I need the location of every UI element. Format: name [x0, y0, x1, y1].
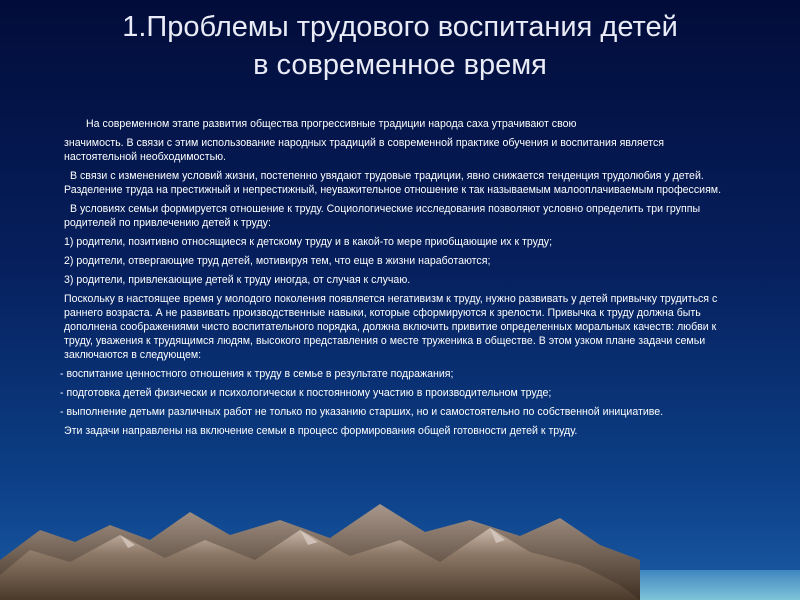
list-item-group-1: 1) родители, позитивно относящиеся к детскому труду и в какой-то мере приобщающие их к труду;	[64, 236, 553, 248]
list-item-task-3: - выполнение детьми различных работ не только по указанию старших, но и самостоятельно по собственной инициативе.	[60, 406, 664, 418]
paragraph-conclusion: Эти задачи направлены на включение семьи в процесс формирования общей готовности детей к труду.	[64, 425, 578, 437]
slide-title-line-2: в современное время	[253, 49, 547, 81]
paragraph-intro: На современном этапе развития общества прогрессивные традиции народа саха утрачивают свою	[86, 118, 577, 130]
paragraph-labor-traditions: В связи с изменением условий жизни, постепенно увядают трудовые традиции, явно снижается тенденция трудолюбия у детей. Разделение труда на престижный и непрестижный, неуважительное отношение к так называемым малооплачиваемым профессиям.	[64, 170, 722, 196]
paragraph-significance: значимость. В связи с этим использование народных традиций в современной практике обучения и воспитания является настоятельной необходимостью.	[64, 137, 664, 163]
list-item-group-3: 3) родители, привлекающие детей к труду иногда, от случая к случаю.	[64, 274, 411, 286]
list-item-task-1: - воспитание ценностного отношения к труду в семье в результате подражания;	[60, 368, 454, 380]
slide-title-line-1: 1.Проблемы трудового воспитания детей	[122, 11, 678, 43]
slide-title	[40, 8, 760, 84]
slide-body	[60, 117, 730, 438]
list-item-task-2: - подготовка детей физически и психологически к постоянному участию в производительном труде;	[60, 387, 552, 399]
mountains-illustration	[0, 490, 800, 600]
paragraph-work-habit: Поскольку в настоящее время у молодого поколения появляется негативизм к труду, нужно развивать у детей привычку трудиться с раннего возраста. А не развивать производственные навыки, которые сформируются к зрелости. Привычка к труду должна быть дополнена соображениями чисто воспитательного порядка, должна включить привитие определенных моральных качеств: любви к труду, уважения к трудящимся людям, высокого представления о месте труженика в обществе. В этом узком плане задачи семьи заключаются в следующем:	[64, 293, 718, 361]
list-item-group-2: 2) родители, отвергающие труд детей, мотивируя тем, что еще в жизни наработаются;	[64, 255, 491, 267]
paragraph-family-groups: В условиях семьи формируется отношение к труду. Социологические исследования позволяют условно определить три группы родителей по привлечению детей к труду:	[64, 203, 701, 229]
